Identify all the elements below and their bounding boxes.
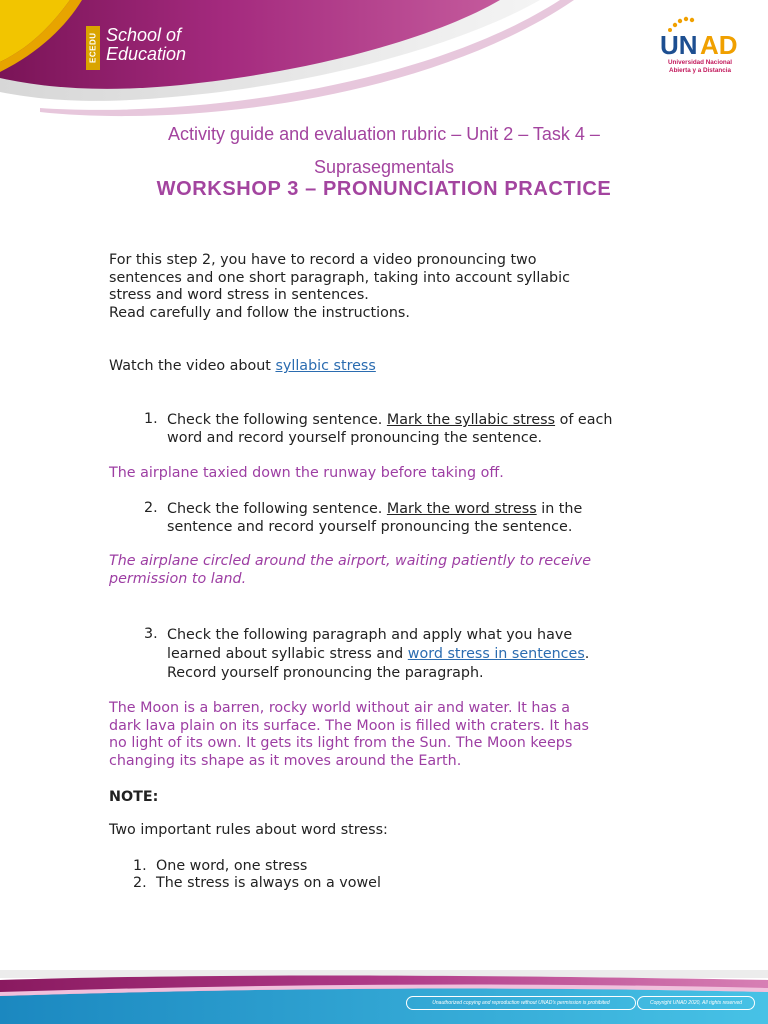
brand-tag: ECEDU [86,26,100,70]
moon-line2: dark lava plain on its surface. The Moon is filled with craters. It has [109,717,590,734]
rule2-text: The stress is always on a vowel [156,875,381,891]
step3-line2-suffix: . [584,646,590,662]
intro-paragraph [109,252,669,322]
step2-prefix: Check the following sentence. [167,501,387,517]
logo-subtitle-line2: Abierta y a Distancia [669,66,731,74]
title-line2: Suprasegmentals [313,157,455,177]
note-heading: NOTE: [109,789,159,805]
step3-line2-prefix: learned about syllabic stress and [167,646,408,662]
intro-line4: Read carefully and follow the instructions. [109,304,410,321]
step3-number: 3. [144,626,158,642]
school-brand [86,26,186,70]
svg-text:AD: AD [700,30,738,60]
step2-instruction [167,500,667,536]
rule2-number: 2. [133,875,147,891]
step2-line2: sentence and record yourself pronouncing the sentence. [167,519,573,535]
footer-banner [0,966,768,1024]
step3-line1: Check the following paragraph and apply what you have [167,627,573,643]
moon-line4: changing its shape as it moves around the Earth. [109,752,462,769]
logo-subtitle [658,59,742,74]
footer-copyright: Copyright UNAD 2020, All rights reserved [637,996,755,1010]
brand-line2: Education [106,44,187,64]
step1-prefix: Check the following sentence. [167,412,387,428]
rule1-text: One word, one stress [156,858,308,874]
step2-number: 2. [144,500,158,516]
step1-number: 1. [144,411,158,427]
step1-example: The airplane taxied down the runway before taking off. [109,465,504,481]
intro-line2: sentences and one short paragraph, taking into account syllabic [109,269,570,286]
step2-suffix: in the [536,501,583,517]
step2-underlined: Mark the word stress [386,501,537,517]
step1-suffix: of each [555,412,613,428]
intro-line1: For this step 2, you have to record a video pronouncing two [109,252,537,268]
intro-line3: stress and word stress in sentences. [109,287,369,303]
syllabic-stress-link[interactable]: syllabic stress [275,358,376,374]
step3-line3: Record yourself pronouncing the paragraph. [167,665,484,681]
moon-paragraph [109,700,669,770]
watch-prefix: Watch the video about [109,358,276,374]
title-line1: Activity guide and evaluation rubric – Unit 2 – Task 4 – [168,124,600,144]
moon-line1: The Moon is a barren, rocky world without air and water. It has a [109,700,571,716]
brand-name [106,26,186,64]
rule1-number: 1. [133,858,147,874]
logo-text: UN [660,30,698,60]
moon-line3: no light of its own. It gets its light from the Sun. The Moon keeps [109,735,573,751]
note-intro: Two important rules about word stress: [109,822,388,838]
step3-instruction [167,626,667,683]
word-stress-link[interactable]: word stress in sentences [407,646,585,662]
document-title [100,118,668,184]
step1-line2: word and record yourself pronouncing the sentence. [167,430,543,446]
step2-example-line2: permission to land. [109,570,247,587]
step1-instruction [167,411,667,447]
logo-subtitle-line1: Universidad Nacional [667,59,733,66]
brand-line1: School of [106,25,182,45]
step2-example-line1: The airplane circled around the airport, waiting patiently to receive [109,553,592,569]
workshop-title: WORKSHOP 3 – PRONUNCIATION PRACTICE [156,178,612,200]
step2-example [109,553,669,588]
watch-line [109,358,669,376]
footer-warning: Unauthorized copying and reproduction without UNAD's permission is prohibited [406,996,636,1010]
step1-underlined: Mark the syllabic stress [386,412,556,428]
